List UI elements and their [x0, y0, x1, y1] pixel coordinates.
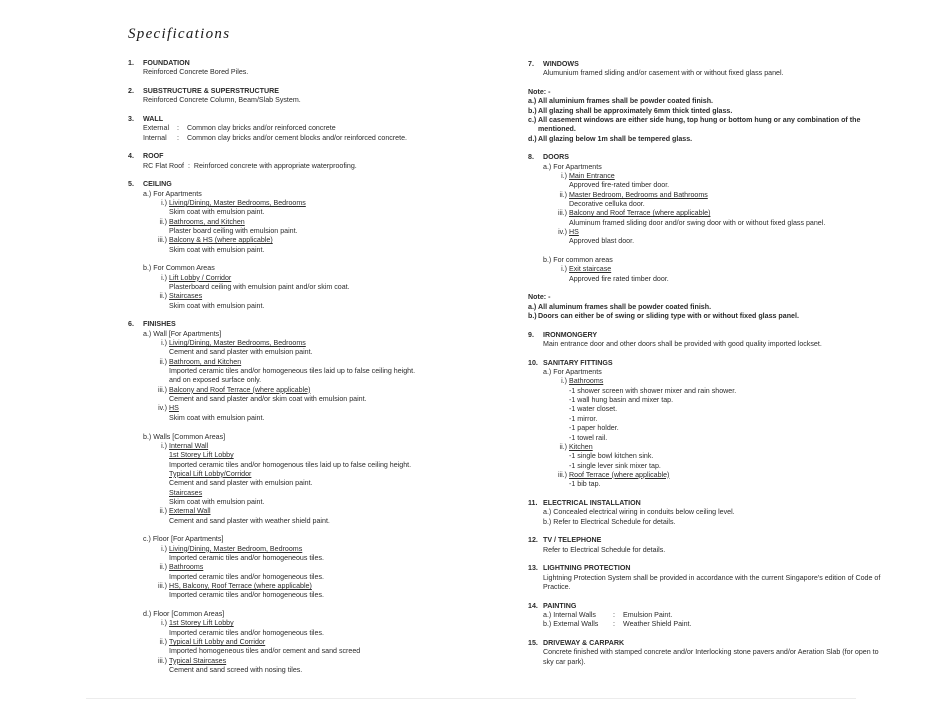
item-numeral: i.) — [561, 265, 567, 274]
section-body: Main entrance door and other doors shall be provided with good quality imported lockset. — [543, 340, 822, 349]
item-heading: HS, Balcony, Roof Terrace (where applicable) — [169, 582, 312, 591]
section-number: 8. — [528, 153, 534, 162]
item-desc: Skim coat with emulsion paint. — [169, 497, 265, 506]
left-column — [128, 59, 520, 685]
row-separator: : — [177, 133, 179, 142]
section-number: 14. — [528, 601, 538, 610]
list-item — [156, 582, 520, 601]
note-line — [528, 303, 888, 312]
item-desc: Imported ceramic tiles and/or homogeneous tiles. — [169, 628, 324, 637]
group-heading: b.) For Common Areas — [143, 264, 215, 273]
item-numeral: iv.) — [558, 228, 567, 237]
item-heading: Bathrooms, and Kitchen — [169, 217, 245, 226]
finishes-wall-apartments — [143, 330, 520, 423]
list-item — [556, 228, 888, 247]
row-separator: : — [187, 161, 190, 170]
row-label: Internal — [143, 133, 167, 142]
list-item — [156, 507, 520, 526]
row-label: a.) Internal Walls — [543, 610, 596, 619]
item-desc: Skim coat with emulsion paint. — [169, 301, 265, 310]
item-desc: Plaster board ceiling with emulsion paint. — [169, 227, 298, 235]
item-desc: Plasterboard ceiling with emulsion paint and/or skim coat. — [169, 283, 350, 292]
item-numeral: ii.) — [159, 217, 167, 226]
note-line — [528, 97, 888, 106]
section-substructure — [128, 87, 520, 106]
item-desc: Cement and sand plaster with emulsion paint. — [169, 479, 313, 488]
section-title: CEILING — [143, 180, 172, 189]
item-heading: Typical Staircases — [169, 656, 227, 665]
item-heading: Bathrooms — [169, 563, 204, 572]
item-desc: Cement and sand plaster with emulsion paint. — [169, 348, 313, 357]
item-numeral: i.) — [161, 544, 167, 553]
section-number: 15. — [528, 638, 538, 647]
item-heading: Roof Terrace (where applicable) — [569, 470, 670, 479]
section-title: FOUNDATION — [143, 59, 190, 67]
sub-heading: Typical Lift Lobby/Corridor — [169, 469, 252, 478]
group-heading: b.) Walls [Common Areas] — [143, 432, 226, 441]
list-item — [556, 191, 888, 210]
item-heading: HS — [169, 404, 179, 413]
section-title: LIGHTNING PROTECTION — [543, 564, 631, 573]
section-finishes — [128, 320, 520, 675]
item-numeral: iii.) — [157, 656, 167, 665]
item-heading: Internal Wall — [169, 441, 209, 450]
item-heading: HS — [569, 228, 579, 237]
item-desc: Approved blast door. — [569, 237, 635, 246]
row-text: Weather Shield Paint. — [623, 620, 692, 629]
item-heading: Balcony and Roof Terrace (where applicable) — [169, 385, 311, 394]
item-heading: Balcony & HS (where applicable) — [169, 236, 273, 245]
section-number: 10. — [528, 358, 538, 367]
group-heading: a.) Wall [For Apartments] — [143, 329, 222, 338]
note-text: All aluminium frames shall be powder coated finish. — [538, 97, 714, 106]
list-item — [556, 471, 888, 490]
row-text: Reinforced concrete with appropriate waterproofing. — [193, 161, 357, 170]
doors-note — [528, 293, 888, 321]
item-heading: Bathroom, and Kitchen — [169, 357, 242, 366]
note-letter: d.) — [528, 134, 537, 143]
item-numeral: ii.) — [159, 507, 167, 516]
group-heading: c.) Floor [For Apartments] — [143, 535, 224, 544]
section-doors — [528, 153, 888, 284]
list-item — [156, 442, 520, 507]
item-numeral: i.) — [161, 441, 167, 450]
section-electrical — [528, 499, 888, 527]
finishes-floor-common — [143, 610, 520, 675]
section-number: 13. — [528, 564, 538, 573]
section-body: Concrete finished with stamped concrete and/or Interlocking stone pavers and/or Aeration Slab (for open to sky car park). — [543, 648, 879, 666]
section-number: 4. — [128, 152, 134, 161]
item-desc: Imported ceramic tiles and/or homogeneous tiles. — [169, 572, 324, 581]
section-painting — [528, 602, 888, 630]
item-desc: -1 towel rail. — [569, 433, 608, 442]
section-body: Reinforced Concrete Bored Piles. — [143, 68, 249, 77]
item-numeral: ii.) — [159, 292, 167, 301]
row-separator: : — [177, 124, 179, 133]
section-body: Lightning Protection System shall be provided in accordance with the current Singapore's edition of Code of Practice. — [543, 573, 881, 591]
list-item — [156, 386, 520, 405]
note-letter: b.) — [528, 106, 537, 115]
item-numeral: i.) — [161, 198, 167, 207]
item-numeral: ii.) — [159, 638, 167, 647]
section-title: DOORS — [543, 153, 570, 162]
section-title: IRONMONGERY — [543, 330, 598, 339]
list-item — [156, 339, 520, 358]
item-heading: Exit staircase — [569, 265, 612, 274]
list-item — [156, 404, 520, 423]
item-numeral: iii.) — [157, 385, 167, 394]
item-heading: Balcony and Roof Terrace (where applicable) — [569, 209, 711, 218]
group-heading: a.) For Apartments — [543, 162, 602, 171]
doors-common-areas — [543, 256, 888, 284]
row-label: RC Flat Roof — [143, 161, 184, 170]
section-title: DRIVEWAY & CARPARK — [543, 638, 625, 647]
section-driveway — [528, 639, 888, 667]
list-item — [156, 619, 520, 638]
item-numeral: i.) — [161, 273, 167, 282]
item-numeral: iii.) — [557, 209, 567, 218]
list-item — [156, 638, 520, 657]
item-heading: Living/Dining, Master Bedroom, Bedrooms — [169, 544, 303, 553]
note-line — [528, 312, 888, 321]
section-body: a.) Concealed electrical wiring in conduits below ceiling level. — [543, 508, 735, 517]
item-heading: 1st Storey Lift Lobby — [169, 619, 234, 628]
item-numeral: ii.) — [559, 190, 567, 199]
row-text: Emulsion Paint. — [623, 610, 673, 619]
section-title: TV / TELEPHONE — [543, 536, 602, 545]
item-desc: Cement and sand plaster with weather shield paint. — [169, 516, 330, 525]
right-column — [528, 60, 888, 676]
note-text: All aluminum frames shall be powder coated finish. — [538, 302, 712, 311]
note-line — [528, 116, 888, 135]
item-desc: -1 single lever sink mixer tap. — [569, 461, 661, 470]
section-number: 7. — [528, 60, 534, 68]
note-text: All casement windows are either side hung, top hung or bottom hung or any combination of the mentioned. — [538, 116, 861, 134]
item-heading: External Wall — [169, 507, 211, 516]
section-title: WALL — [143, 114, 164, 123]
list-item — [156, 236, 520, 255]
section-wall — [128, 115, 520, 143]
section-title: FINISHES — [143, 320, 176, 329]
section-number: 9. — [528, 330, 534, 339]
section-number: 1. — [128, 59, 134, 67]
item-heading: Lift Lobby / Corridor — [169, 273, 232, 282]
list-item — [156, 218, 520, 237]
finishes-floor-apartments — [143, 535, 520, 600]
group-heading: b.) For common areas — [543, 256, 613, 265]
list-item — [156, 274, 520, 293]
list-item — [556, 172, 888, 191]
item-desc: Skim coat with emulsion paint. — [169, 208, 265, 217]
doors-apartments — [543, 163, 888, 247]
section-windows — [528, 60, 888, 79]
footer-divider — [86, 698, 856, 699]
item-numeral: ii.) — [159, 357, 167, 366]
item-heading: Staircases — [169, 292, 203, 301]
item-desc: Skim coat with emulsion paint. — [169, 413, 265, 422]
item-desc: -1 mirror. — [569, 414, 598, 423]
item-desc: -1 water closet. — [569, 405, 618, 414]
item-desc: Skim coat with emulsion paint. — [169, 245, 265, 254]
list-item — [156, 545, 520, 564]
windows-note — [528, 88, 888, 144]
list-item — [556, 265, 888, 284]
section-number: 6. — [128, 320, 134, 329]
note-letter: a.) — [528, 302, 537, 311]
roof-row — [143, 162, 520, 171]
group-heading: a.) For Apartments — [543, 368, 602, 377]
section-sanitary — [528, 359, 888, 490]
row-text: Common clay bricks and/or reinforced concrete — [187, 124, 336, 133]
section-number: 12. — [528, 536, 538, 545]
item-desc: -1 paper holder. — [569, 424, 619, 433]
section-number: 5. — [128, 180, 134, 189]
item-heading: Master Bedroom, Bedrooms and Bathrooms — [569, 190, 708, 199]
item-desc: Imported ceramic tiles and/or homogeneous tiles. — [169, 591, 324, 600]
note-heading: Note: - — [528, 87, 551, 96]
note-line — [528, 135, 888, 144]
list-item — [556, 443, 888, 471]
note-text: All glazing below 1m shall be tempered glass. — [538, 134, 693, 143]
ceiling-apartments — [143, 190, 520, 255]
note-letter: c.) — [528, 116, 537, 125]
sub-heading: Staircases — [169, 488, 203, 497]
item-desc: -1 shower screen with shower mixer and rain shower. — [569, 386, 737, 395]
row-label: b.) External Walls — [543, 620, 599, 629]
list-item — [156, 358, 520, 386]
group-heading: d.) Floor [Common Areas] — [143, 610, 225, 619]
item-desc: Cement and sand screed with nosing tiles. — [169, 666, 303, 675]
section-tv-telephone — [528, 536, 888, 555]
finishes-walls-common — [143, 433, 520, 526]
painting-row — [543, 620, 888, 629]
item-desc: Aluminum framed sliding door and/or swing door with or without fixed glass panel. — [569, 218, 826, 227]
item-numeral: i.) — [161, 619, 167, 628]
item-heading: Main Entrance — [569, 172, 615, 181]
row-label: External — [143, 124, 170, 133]
list-item — [156, 657, 520, 676]
item-desc: Imported ceramic tiles and/or homogeneous tiles laid up to false ceiling height. — [169, 367, 416, 376]
note-letter: b.) — [528, 312, 537, 321]
note-line — [528, 107, 888, 116]
item-heading: Typical Lift Lobby and Corridor — [169, 638, 266, 647]
item-heading: Living/Dining, Master Bedrooms, Bedrooms — [169, 198, 306, 207]
ceiling-common-areas — [143, 264, 520, 311]
painting-row — [543, 611, 888, 620]
item-desc: Decorative celluka door. — [569, 200, 645, 209]
section-body: Refer to Electrical Schedule for details. — [543, 545, 666, 554]
section-title: PAINTING — [543, 601, 577, 610]
note-text: Doors can either be of swing or sliding type with or without fixed glass panel. — [538, 312, 799, 321]
item-desc: -1 bib tap. — [569, 480, 601, 489]
section-title: WINDOWS — [543, 60, 579, 68]
item-desc: Imported homogeneous tiles and/or cement and sand screed — [169, 647, 361, 656]
item-desc: Imported ceramic tiles and/or homogenous tiles laid up to false ceiling height. — [169, 460, 412, 469]
section-lightning — [528, 564, 888, 592]
row-separator: : — [613, 610, 615, 619]
section-roof — [128, 152, 520, 171]
item-desc: -1 wall hung basin and mixer tap. — [569, 396, 674, 405]
section-body: b.) Refer to Electrical Schedule for details. — [543, 517, 676, 526]
item-desc: Approved fire-rated timber door. — [569, 181, 670, 190]
sub-heading: 1st Storey Lift Lobby — [169, 451, 234, 460]
section-number: 11. — [528, 498, 538, 507]
list-item — [156, 292, 520, 311]
item-numeral: ii.) — [159, 563, 167, 572]
group-heading: a.) For Apartments — [143, 189, 202, 198]
section-title: SUBSTRUCTURE & SUPERSTRUCTURE — [143, 86, 279, 95]
item-numeral: i.) — [561, 377, 567, 386]
item-desc: Cement and sand plaster and/or skim coat with emulsion paint. — [169, 395, 367, 404]
item-desc: Approved fire rated timber door. — [569, 274, 669, 283]
item-numeral: iii.) — [157, 582, 167, 591]
list-item — [156, 199, 520, 218]
section-number: 2. — [128, 86, 134, 95]
item-numeral: iii.) — [157, 236, 167, 245]
item-desc: -1 single bowl kitchen sink. — [569, 452, 654, 461]
note-heading: Note: - — [528, 293, 551, 302]
wall-row-internal — [143, 134, 520, 143]
item-numeral: i.) — [561, 172, 567, 181]
item-desc: Imported ceramic tiles and/or homogeneous tiles. — [169, 553, 324, 562]
row-separator: : — [613, 620, 615, 629]
item-numeral: i.) — [161, 339, 167, 348]
item-desc: and on exposed surface only. — [169, 376, 262, 385]
list-item — [556, 209, 888, 228]
item-heading: Kitchen — [569, 442, 593, 451]
section-body: Reinforced Concrete Column, Beam/Slab System. — [143, 96, 301, 105]
section-body: Alumunium framed sliding and/or casement with or without fixed glass panel. — [543, 69, 784, 78]
page-title: Specifications — [128, 26, 231, 42]
section-title: SANITARY FITTINGS — [543, 358, 613, 367]
note-text: All glazing shall be approximately 6mm thick tinted glass. — [538, 106, 733, 115]
section-title: ELECTRICAL INSTALLATION — [543, 498, 641, 507]
item-numeral: ii.) — [559, 442, 567, 451]
section-ceiling — [128, 180, 520, 311]
section-title: ROOF — [143, 152, 164, 161]
list-item — [556, 377, 888, 442]
section-foundation — [128, 59, 520, 78]
item-numeral: iii.) — [557, 470, 567, 479]
list-item — [156, 563, 520, 582]
section-ironmongery — [528, 331, 888, 350]
item-numeral: iv.) — [158, 404, 167, 413]
note-letter: a.) — [528, 97, 537, 106]
item-heading: Bathrooms — [569, 377, 604, 386]
wall-row-external — [143, 124, 520, 133]
section-number: 3. — [128, 114, 134, 123]
row-text: Common clay bricks and/or cement blocks and/or reinforced concrete. — [187, 133, 408, 142]
item-heading: Living/Dining, Master Bedrooms, Bedrooms — [169, 339, 306, 348]
